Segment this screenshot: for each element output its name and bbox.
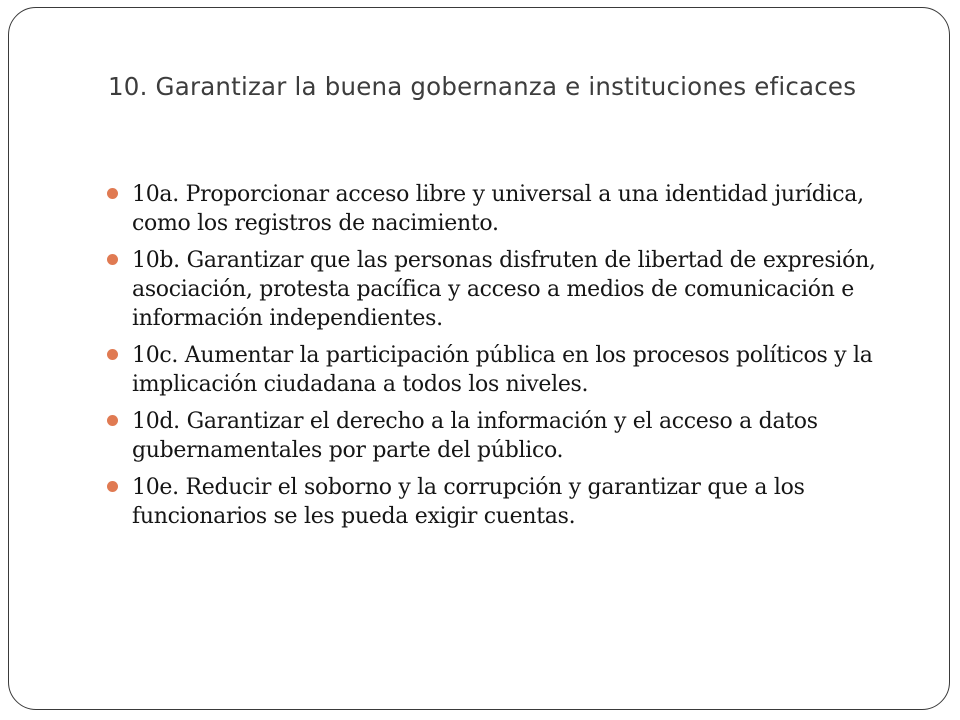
bullet-list <box>106 180 896 539</box>
bullet-text-10b: 10b. Garantizar que las personas disfruten de libertad de expresión, asociación, protesta pacífica y acceso a medios de comunicación e información independientes. <box>132 248 876 331</box>
bullet-text-10d: 10d. Garantizar el derecho a la información y el acceso a datos gubernamentales por parte del público. <box>132 409 818 463</box>
slide-title: 10. Garantizar la buena gobernanza e instituciones eficaces <box>108 72 857 101</box>
bullet-item-10a <box>106 180 896 238</box>
bullet-text-10c: 10c. Aumentar la participación pública en los procesos políticos y la implicación ciudadana a todos los niveles. <box>132 343 873 397</box>
bullet-text-10a: 10a. Proporcionar acceso libre y universal a una identidad jurídica, como los registros de nacimiento. <box>132 182 864 236</box>
bullet-dot-icon <box>107 415 118 426</box>
bullet-item-10e <box>106 473 896 531</box>
bullet-dot-icon <box>107 349 118 360</box>
bullet-dot-icon <box>107 254 118 265</box>
bullet-item-10b <box>106 246 896 333</box>
bullet-item-10d <box>106 407 896 465</box>
bullet-item-10c <box>106 341 896 399</box>
bullet-text-10e: 10e. Reducir el soborno y la corrupción y garantizar que a los funcionarios se les pueda exigir cuentas. <box>132 475 805 529</box>
bullet-dot-icon <box>107 481 118 492</box>
bullet-dot-icon <box>107 188 118 199</box>
